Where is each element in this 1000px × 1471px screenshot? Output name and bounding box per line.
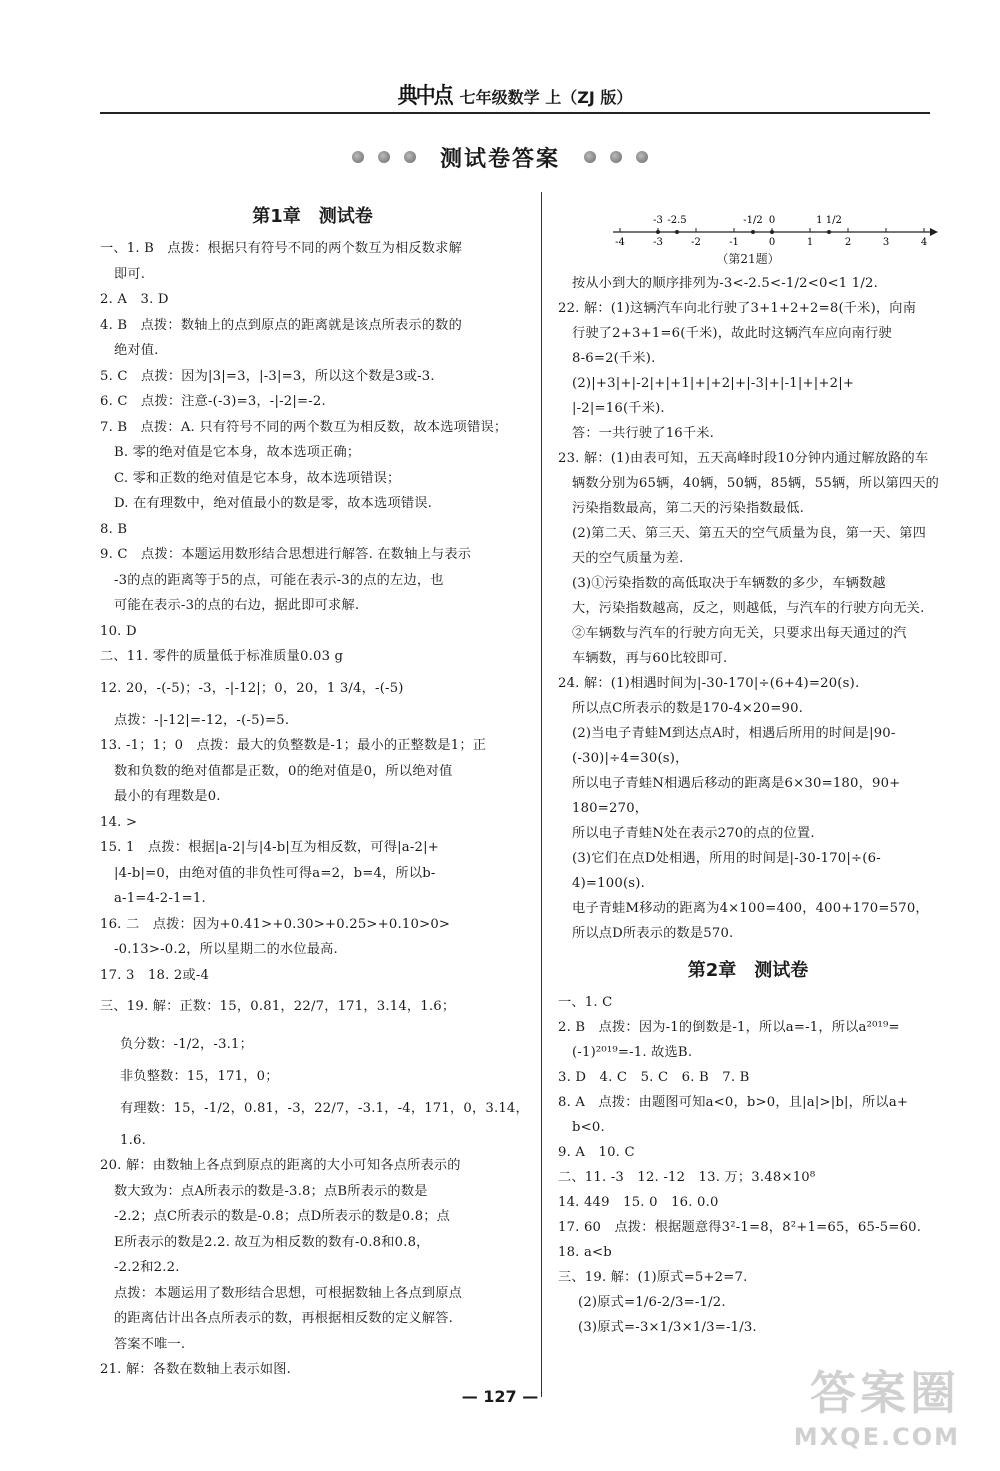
- answer-line: 天的空气质量为差.: [572, 551, 684, 566]
- answer-line: C. 零和正数的绝对值是它本身，故本选项错误；: [114, 470, 401, 486]
- answer-line: (3)它们在点D处相遇，所用的时间是|-30-170|÷(6-: [572, 851, 881, 866]
- answer-line: -2.2；点C所表示的数是-0.8；点D所表示的数是0.8；点: [114, 1209, 451, 1224]
- number-line-tick-label: -1: [729, 237, 739, 248]
- answer-line: 9. C 点拨：本题运用数形结合思想进行解答. 在数轴上与表示: [100, 547, 472, 562]
- answer-line: 1.6.: [120, 1132, 146, 1148]
- answer-line: ②车辆数与汽车的行驶方向无关，只要求出每天通过的汽: [572, 626, 907, 641]
- answer-line: 车辆数，再与60比较即可.: [572, 651, 728, 666]
- answer-line: 点拨：-|-12|=-12，-(-5)=5.: [114, 712, 290, 728]
- number-line-point: [770, 230, 774, 234]
- answer-line: 数和负数的绝对值都是正数，0的绝对值是0，所以绝对值: [114, 763, 453, 779]
- left-column: [100, 192, 529, 1383]
- answer-line: 13. -1；1；0 点拨：最大的负整数是-1；最小的正整数是1；正: [100, 738, 487, 753]
- page-number: — 127 —: [461, 1387, 539, 1406]
- answer-line: 5. C 点拨：因为|3|=3，|-3|=3，所以这个数是3或-3.: [100, 368, 435, 384]
- answer-line: 非负整数：15，171，0；: [120, 1069, 279, 1084]
- site-watermark: [794, 1357, 960, 1451]
- answer-line: 有理数：15，-1/2，0.81，-3，22/7，-3.1，-4，171，0，3.14，: [120, 1100, 529, 1116]
- answer-line: 点拨：本题运用了数形结合思想，可根据数轴上各点到原点: [114, 1285, 463, 1301]
- answer-line: 20. 解：由数轴上各点到原点的距离的大小可知各点所表示的: [100, 1158, 461, 1173]
- answer-line: 的距离估计出各点所表示的数，再根据相反数的定义解答.: [114, 1311, 454, 1326]
- answer-line: 答：一共行驶了16千米.: [572, 426, 715, 441]
- answer-line: 数大致为：点A所表示的数是-3.8；点B所表示的数是: [114, 1183, 428, 1199]
- number-line-point: [751, 230, 755, 234]
- answer-line: 二、11. -3 12. -12 13. 万；3.48×10⁸: [558, 1170, 816, 1185]
- decor-dot-icon: [610, 151, 622, 163]
- answer-line: 可能在表示-3的点的右边，据此即可求解.: [114, 598, 360, 613]
- answer-line: 8-6=2(千米).: [572, 351, 656, 366]
- answer-line: |4-b|=0，由绝对值的非负性可得a=2，b=4，所以b-: [114, 865, 436, 881]
- answer-line: a-1=4-2-1=1.: [114, 891, 206, 906]
- answer-line: 二、11. 零件的质量低于标准质量0.03 g: [100, 649, 344, 664]
- answer-line: 绝对值.: [114, 343, 159, 358]
- answer-line: 按从小到大的顺序排列为-3<-2.5<-1/2<0<1 1/2.: [572, 276, 879, 291]
- answer-line: 12. 20，-(-5)；-3，-|-12|；0，20，1 3/4，-(-5): [100, 680, 404, 696]
- answer-line: 答案不唯一.: [114, 1336, 186, 1352]
- answer-line: 三、19. 解：正数：15，0.81，22/7，171，3.14，1.6；: [100, 999, 456, 1014]
- answer-line: |-2|=16(千米).: [572, 401, 665, 416]
- answer-line: 15. 1 点拨：根据|a-2|与|4-b|互为相反数，可得|a-2|+: [100, 840, 439, 855]
- answer-line: 14. 449 15. 0 16. 0.0: [558, 1195, 719, 1210]
- answer-line: 10. D: [100, 623, 137, 639]
- answer-line: (2)原式=1/6-2/3=-1/2.: [578, 1295, 726, 1310]
- answer-line: 2. A 3. D: [100, 292, 169, 307]
- answer-line: 8. A 点拨：由题图可知a<0，b>0，且|a|>|b|，所以a+: [558, 1095, 909, 1110]
- number-line-point-label: 1 1/2: [816, 215, 842, 226]
- answer-line: 电子青蛙M移动的距离为4×100=400，400+170=570，: [572, 901, 929, 916]
- answer-line: (-30)|÷4=30(s)，: [572, 751, 689, 766]
- answer-line: 24. 解：(1)相遇时间为|-30-170|÷(6+4)=20(s).: [558, 676, 860, 691]
- answer-line: -2.2和2.2.: [114, 1260, 180, 1275]
- right-column: [558, 200, 938, 1340]
- section-title: 测试卷答案: [439, 146, 560, 172]
- watermark-url: MXQE.COM: [793, 1423, 960, 1451]
- decor-dot-icon: [352, 151, 364, 163]
- answer-line: B. 零的绝对值是它本身，故本选项正确；: [114, 445, 361, 460]
- number-line-labels: [653, 215, 842, 234]
- number-line-point: [827, 230, 831, 234]
- decor-dot-icon: [636, 151, 648, 163]
- answer-line: 所以电子青蛙N处在表示270的点的位置.: [572, 826, 815, 841]
- answer-line: 18. a<b: [558, 1245, 612, 1260]
- section-banner: [0, 140, 1000, 174]
- answer-line: 7. B 点拨：A. 只有符号不同的两个数互为相反数，故本选项错误；: [100, 419, 508, 435]
- number-line-point-label: -1/2: [743, 215, 763, 226]
- answer-line: 一、1. C: [558, 995, 613, 1010]
- answer-line: D. 在有理数中，绝对值最小的数是零，故本选项错误.: [114, 496, 433, 511]
- answer-line: 辆数分别为65辆，40辆，50辆，85辆，55辆，所以第四天的: [572, 476, 940, 491]
- answer-line: 8. B: [100, 521, 128, 537]
- answer-line: 大，污染指数越高，反之，则越低，与汽车的行驶方向无关.: [572, 601, 925, 616]
- answer-line: 所以电子青蛙N相遇后移动的距离是6×30=180，90+: [572, 776, 901, 791]
- decor-dot-icon: [584, 151, 596, 163]
- answer-line: 6. C 点拨：注意-(-3)=3，-|-2|=-2.: [100, 394, 326, 409]
- decor-dot-icon: [404, 151, 416, 163]
- continued-answers: [558, 271, 938, 946]
- arrow-right-icon: [930, 228, 938, 236]
- answer-line: (3)原式=-3×1/3×1/3=-1/3.: [578, 1320, 757, 1335]
- answer-line: 17. 60 点拨：根据题意得3²-1=8，8²+1=65，65-5=60.: [558, 1220, 922, 1235]
- book-logo: 典中点: [397, 81, 452, 109]
- answer-line: (2)第二天、第三天、第五天的空气质量为良，第一天、第四: [572, 526, 926, 541]
- answer-line: 14. >: [100, 814, 138, 830]
- number-line-tick-label: 2: [844, 237, 852, 248]
- page-header: [100, 78, 930, 114]
- answer-line: 23. 解：(1)由表可知，五天高峰时段10分钟内通过解放路的车: [558, 451, 929, 466]
- chapter-2-title: 第2章 测试卷: [687, 960, 809, 981]
- answer-line: 17. 3 18. 2或-4: [100, 967, 210, 983]
- answer-line: 负分数：-1/2，-3.1；: [120, 1037, 254, 1052]
- answer-line: 16. 二 点拨：因为+0.41>+0.30>+0.25>+0.10>0>: [100, 916, 451, 932]
- answer-line: -3的点的距离等于5的点，可能在表示-3的点的左边，也: [114, 572, 444, 588]
- number-line-tick-label: 4: [920, 237, 928, 248]
- decor-dot-icon: [378, 151, 390, 163]
- answer-line: 9. A 10. C: [558, 1145, 635, 1160]
- answer-line: (-1)²⁰¹⁹=-1. 故选B.: [572, 1045, 693, 1060]
- number-line-tick-label: -3: [653, 237, 663, 248]
- number-line-point-label: 0: [768, 215, 776, 226]
- number-line-point-label: -3: [653, 215, 663, 226]
- column-divider: [541, 192, 542, 1397]
- book-title: 七年级数学 上（ZJ 版）: [459, 88, 633, 107]
- answer-line: 2. B 点拨：因为-1的倒数是-1，所以a=-1，所以a²⁰¹⁹=: [558, 1020, 900, 1035]
- answer-line: E所表示的数是2.2. 故互为相反数的数有-0.8和0.8，: [114, 1234, 430, 1250]
- number-line-point-label: -2.5: [667, 215, 687, 226]
- answer-line: 即可.: [114, 266, 146, 282]
- answer-line: b<0.: [572, 1120, 605, 1135]
- answer-line: 污染指数最高，第二天的污染指数最低.: [572, 501, 804, 516]
- chapter-1-title: 第1章 测试卷: [252, 206, 373, 227]
- watermark-logo-text: 答案圈: [810, 1366, 960, 1420]
- answer-line: (3)①污染指数的高低取决于车辆数的多少，车辆数越: [572, 576, 886, 591]
- answer-line: 3. D 4. C 5. C 6. B 7. B: [558, 1070, 750, 1085]
- answer-line: 一、1. B 点拨：根据只有符号不同的两个数互为相反数求解: [100, 241, 462, 256]
- chapter-1-answers: [100, 236, 529, 1383]
- answer-line: (2)|+3|+|-2|+|+1|+|+2|+|-3|+|-1|+|+2|+: [572, 376, 855, 391]
- answer-line: -0.13>-0.2，所以星期二的水位最高.: [114, 942, 338, 957]
- number-line-tick-label: -4: [615, 237, 625, 248]
- figure-caption: （第21题）: [716, 252, 780, 266]
- answer-line: 22. 解：(1)这辆汽车向北行驶了3+1+2+2=8(千米)，向南: [558, 301, 917, 316]
- answer-line: 180=270，: [572, 801, 649, 816]
- answer-line: 21. 解：各数在数轴上表示如图.: [100, 1362, 292, 1377]
- number-line-figure: [608, 200, 938, 250]
- answer-line: 最小的有理数是0.: [114, 789, 221, 804]
- answer-line: 4)=100(s).: [572, 876, 646, 891]
- answer-line: 4. B 点拨：数轴上的点到原点的距离就是该点所表示的数的: [100, 317, 462, 333]
- number-line-point: [675, 230, 679, 234]
- answer-line: 三、19. 解：(1)原式=5+2=7.: [558, 1270, 748, 1285]
- chapter-2-answers: [558, 990, 938, 1340]
- answer-line: 行驶了2+3+1=6(千米)，故此时这辆汽车应向南行驶: [572, 326, 892, 341]
- number-line-point: [656, 230, 660, 234]
- answer-line: 所以点D所表示的数是570.: [572, 926, 734, 941]
- number-line-tick-label: 3: [882, 237, 890, 248]
- number-line-tick-label: 0: [768, 237, 776, 248]
- answer-line: 所以点C所表示的数是170-4×20=90.: [572, 701, 804, 716]
- number-line-tick-label: 1: [806, 237, 814, 248]
- number-line-tick-label: -2: [691, 237, 701, 248]
- answer-line: (2)当电子青蛙M到达点A时，相遇后所用的时间是|90-: [572, 726, 896, 741]
